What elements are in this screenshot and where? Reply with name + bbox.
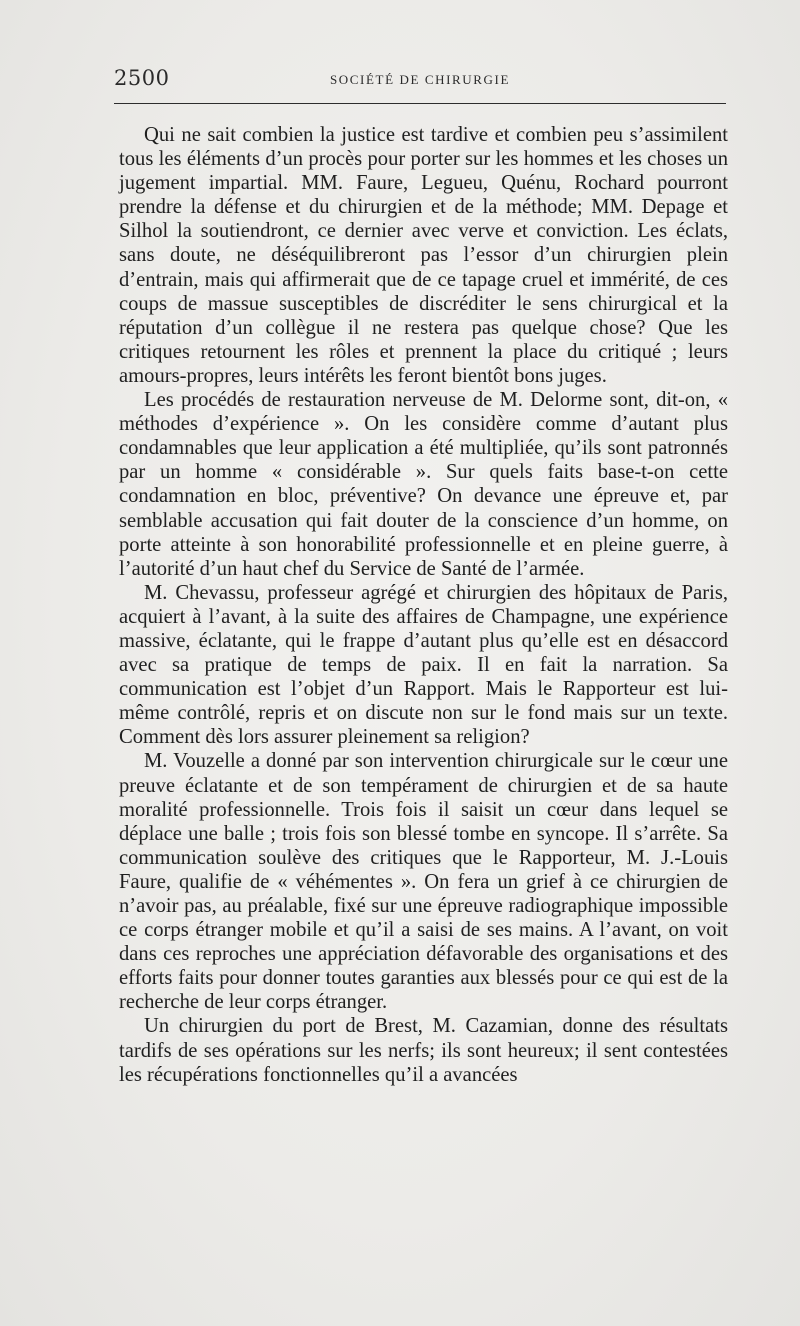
page-header [114,66,726,96]
body-text [119,123,728,1087]
paragraph-4: M. Vouzelle a donné par son intervention chirurgicale sur le cœur une preuve éclatante et de son tempérament de chirurgien et de sa haute moralité professionnelle. Trois fois il saisit un cœur dans lequel se déplace une balle ; trois fois son blessé tombe en syncope. Il s’arrête. Sa communication soulève des critiques que le Rapporteur, M. J.-Louis Faure, qualifie de « véhémentes ». On fera un grief à ce chirurgien de n’avoir pas, au préalable, fixé sur une épreuve radiographique impossible ce corps étranger mobile et qu’il a saisi de ses mains. A l’avant, on voit dans ces reproches une appréciation défavorable des organisations et des efforts faits pour donner toutes garanties aux blessés pour ce qui est de la recherche de leur corps étranger. [119,750,728,1014]
running-title: SOCIÉTÉ DE CHIRURGIE [329,72,511,87]
paragraph-1: Qui ne sait combien la justice est tardive et combien peu s’assimilent tous les éléments d’un procès pour porter sur les hommes et les choses un jugement impartial. MM. Faure, Legueu, Quénu, Rochard pourront prendre la défense et du chirurgien et de la méthode; MM. Depage et Silhol la soutiendront, ce dernier avec verve et conviction. Les éclats, sans doute, ne déséquilibreront pas l’essor d’un chirurgien plein d’entrain, mais qui affirmerait que de ce tapage cruel et immérité, de ces coups de massue susceptibles de discréditer le sens chirurgical et la réputation d’un collègue il ne restera pas quelque chose? Que les critiques retournent les rôles et prennent la place du critiqué ; leurs amours-propres, leurs intérêts les feront bientôt bons juges. [119,124,728,387]
paragraph-2: Les procédés de restauration nerveuse de M. Delorme sont, dit-on, « méthodes d’expérience ». On les considère comme d’autant plus condamnables que leur application a été multipliée, qu’ils sont patronnés par un homme « considérable ». Sur quels faits base-t-on cette condamnation en bloc, préventive? On devance une épreuve et, par semblable accusation qui fait douter de la conscience d’un homme, on porte atteinte à son honorabilité professionnelle et en pleine guerre, à l’autorité d’un haut chef du Service de Santé de l’armée. [119,389,728,580]
page-number: 2500 [114,66,170,90]
header-rule [114,103,726,104]
paragraph-3: M. Chevassu, professeur agrégé et chirurgien des hôpitaux de Paris, acquiert à l’avant, à la suite des affaires de Champagne, une expérience massive, éclatante, qui le frappe d’autant plus qu’elle est en désaccord avec sa pratique de temps de paix. Il en fait la narration. Sa communication est l’objet d’un Rapport. Mais le Rapporteur est lui-même contrôlé, repris et on discute non sur le fond mais sur un texte. Comment dès lors assurer pleinement sa religion? [119,581,728,749]
paragraph-5: Un chirurgien du port de Brest, M. Cazamian, donne des résultats tardifs de ses opérations sur les nerfs; ils sont heureux; il sent contestées les récupérations fonctionnelles qu’il a avancées [119,1015,728,1086]
